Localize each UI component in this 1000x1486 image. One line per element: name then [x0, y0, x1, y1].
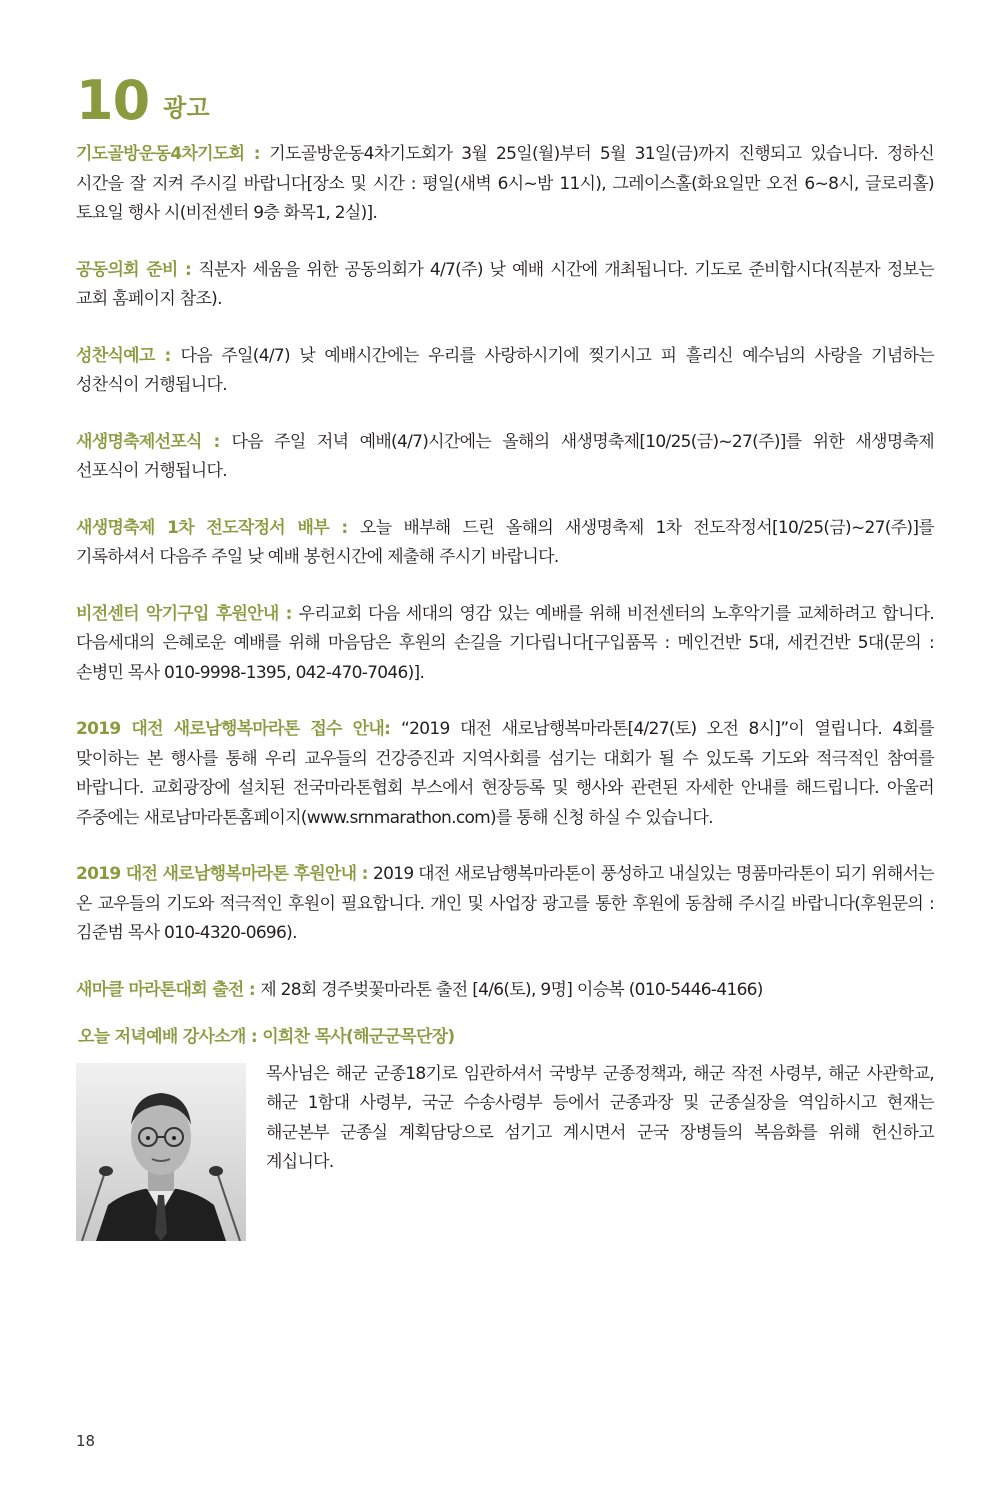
- page-header: [76, 69, 210, 132]
- notice-body: 우리교회 다음 세대의 영감 있는 예배를 위해 비전센터의 노후악기를 교체하려고 합니다. 다음세대의 은혜로운 예배를 위해 마음담은 후원의 손길을 기다립니다[구입품목 : 메인건반 5대, 세컨건반 5대(문의 : 손병민 목사 010-9998-1395, 042-470-7046)].: [76, 603, 934, 683]
- notice-instrument-donation: [76, 600, 934, 689]
- speaker-heading: 오늘 저녁예배 강사소개 : 이희찬 목사(해군군목단장): [78, 1027, 455, 1047]
- speaker-bio: 목사님은 해군 군종18기로 임관하셔서 국방부 군종정책과, 해군 작전 사령부, 해군 사관학교, 해군 1함대 사령부, 국군 수송사령부 등에서 군종과장 및 군종실장을 역임하시고 현재는 해군본부 군종실 계획담당으로 섬기고 계시면서 군국 장병들의 복음화를 위해 헌신하고 계십니다.: [266, 1063, 934, 1172]
- notice-communion: [76, 342, 934, 401]
- notice-evangelism-pledge: [76, 514, 934, 573]
- speaker-portrait-illustration: [76, 1063, 246, 1241]
- speaker-body: [76, 1063, 934, 1241]
- notice-title: 새생명축제 1차 전도작정서 배부 :: [76, 517, 360, 538]
- notice-title: 2019 대전 새로남행복마라톤 후원안내 :: [76, 864, 373, 884]
- notice-marathon-registration: [76, 715, 934, 833]
- notice-title: 2019 대전 새로남행복마라톤 접수 안내:: [76, 719, 402, 739]
- notice-title: 비전센터 악기구입 후원안내 :: [76, 603, 299, 624]
- notice-title: 새생명축제선포식 :: [76, 431, 232, 452]
- notice-marathon-club: [76, 976, 934, 1006]
- notice-body: 제 28회 경주벚꽃마라톤 출전 [4/6(토), 9명] 이승복 (010-5446-4166): [260, 979, 763, 1000]
- speaker-photo: [76, 1063, 246, 1241]
- page-number: 18: [76, 1432, 96, 1450]
- notice-list: [76, 140, 934, 1032]
- notice-title: 새마클 마라톤대회 출전 :: [76, 979, 261, 1000]
- notice-body: 다음 주일(4/7) 낮 예배시간에는 우리를 사랑하시기에 찢기시고 피 흘리신 예수님의 사랑을 기념하는 성찬식이 거행됩니다.: [76, 345, 934, 395]
- notice-body: 직분자 세움을 위한 공동의회가 4/7(주) 낮 예배 시간에 개최됩니다. 기도로 준비합시다(직분자 정보는 교회 홈페이지 참조).: [76, 259, 934, 309]
- notice-body: 기도골방운동4차기도회가 3월 25일(월)부터 5월 31일(금)까지 진행되고 있습니다. 정하신 시간을 잘 지켜 주시길 바랍니다[장소 및 시간 : 평일(새벽 6시~밤 11시), 그레이스홀(화요일만 오전 6~8시, 글로리홀) 토요일 행사 시(비전센터 9층 화목1, 2실)].: [76, 144, 934, 223]
- notice-body: 다음 주일 저녁 예배(4/7)시간에는 올해의 새생명축제[10/25(금)~27(주)]를 위한 새생명축제 선포식이 거행됩니다.: [76, 431, 934, 481]
- section-title: 광고: [163, 94, 210, 122]
- notice-body: 오늘 배부해 드린 올해의 새생명축제 1차 전도작정서[10/25(금)~27(주)]를 기록하셔서 다음주 주일 낮 예배 봉헌시간에 제출해 주시기 바랍니다.: [76, 517, 934, 567]
- notice-body: 2019 대전 새로남행복마라톤이 풍성하고 내실있는 명품마라톤이 되기 위해서는 온 교우들의 기도와 적극적인 후원이 필요합니다. 개인 및 사업장 광고를 통한 후원에 동참해 주시길 바랍니다(후원문의 : 김준범 목사 010-4320-0696).: [76, 864, 934, 943]
- notice-festival-proclamation: [76, 428, 934, 487]
- notice-marathon-sponsorship: [76, 860, 934, 949]
- notice-prayer-meeting: [76, 140, 934, 229]
- section-number: 10: [76, 69, 150, 132]
- notice-title: 성찬식예고 :: [76, 345, 181, 366]
- speaker-section: [76, 1023, 934, 1241]
- notice-congregational-meeting: [76, 256, 934, 315]
- notice-title: 기도골방운동4차기도회 :: [76, 144, 270, 164]
- notice-title: 공동의회 준비 :: [76, 259, 199, 280]
- notice-body: “2019 대전 새로남행복마라톤[4/27(토) 오전 8시]”이 열립니다. 4회를 맞이하는 본 행사를 통해 우리 교우들의 건강증진과 지역사회를 섬기는 대회가 될 수 있도록 기도와 적극적인 참여를 바랍니다. 교회광장에 설치된 전국마라톤협회 부스에서 현장등록 및 행사와 관련된 자세한 안내를 해드립니다. 아울러 주중에는 새로남마라톤홈페이지(www.srnmarathon.com)를 통해 신청 하실 수 있습니다.: [76, 719, 934, 828]
